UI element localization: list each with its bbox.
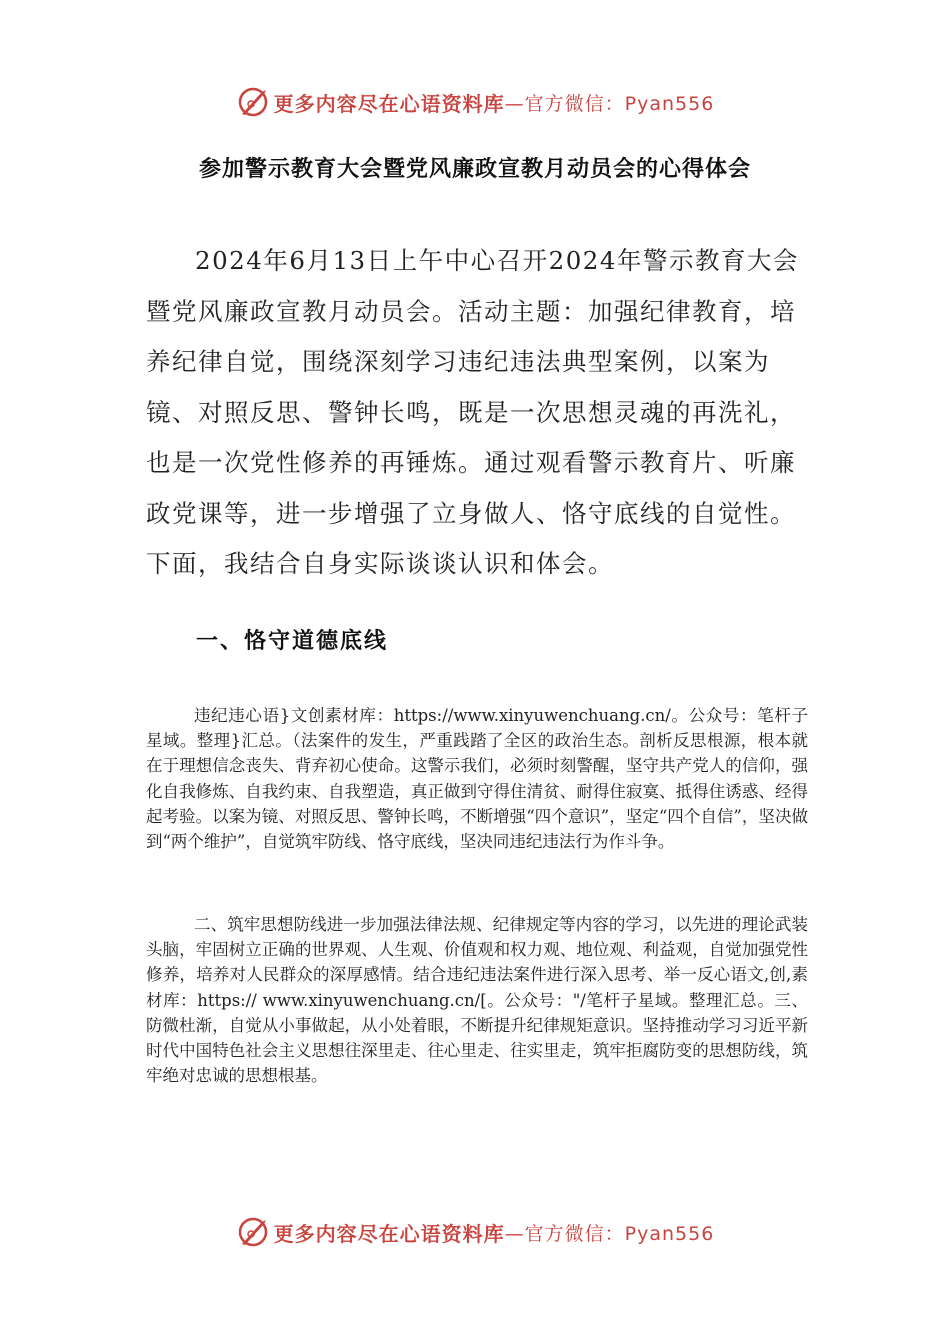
banner-sub-text: —官方微信：Pyan556 xyxy=(504,92,715,115)
banner-main-text: 更多内容尽在心语资料库 xyxy=(273,1221,505,1246)
section-body-paragraph-2: 二、筑牢思想防线进一步加强法律法规、纪律规定等内容的学习，以先进的理论武装头脑，牢固树立正确的世界观、人生观、价值观和权力观、地位观、利益观，自觉加强党性修养，培养对人民群众的深厚感情。结合违纪违法案件进行深入思考、举一反心语文,创,素材库：https:// www.xinyuwenchuang.cn/[。公众号："/笔杆子星域。整理汇总。三、防微杜渐，自觉从小事做起，从小处着眼，不断提升纪律规矩意识。坚持推动学习习近平新时代中国特色社会主义思想往深里走、往心里走、往实里走，筑牢拒腐防变的思想防线，筑牢绝对忠诚的思想根基。 xyxy=(146,915,808,1086)
section-heading: 一、恪守道德底线 xyxy=(196,629,389,654)
header-banner xyxy=(0,82,950,122)
quill-circle-logo xyxy=(236,84,272,120)
section-body-paragraph: 违纪违心语}文创素材库：https://www.xinyuwenchuang.cn/。公众号：笔杆子星域。整理}汇总。（法案件的发生，严重践踏了全区的政治生态。剖析反思根源，根本就在于理想信念丧失、背弃初心使命。这警示我们，必须时刻警醒，坚守共产党人的信仰，强化自我修炼、自我约束、自我塑造，真正做到守得住清贫、耐得住寂寞、抵得住诱惑、经得起考验。以案为镜、对照反思、警钟长鸣，不断增强“四个意识”，坚定“四个自信”，坚决做到“两个维护”，自觉筑牢防线、恪守底线，坚决同违纪违法行为作斗争。 xyxy=(146,706,808,852)
footer-banner xyxy=(0,1212,950,1252)
document-title: 参加警示教育大会暨党风廉政宣教月动员会的心得体会 xyxy=(198,157,751,182)
banner-main-text: 更多内容尽在心语资料库 xyxy=(273,91,505,116)
banner-sub-text: —官方微信：Pyan556 xyxy=(504,1222,715,1245)
quill-circle-logo xyxy=(236,1214,272,1250)
intro-paragraph: 2024年6月13日上午中心召开2024年警示教育大会暨党风廉政宣教月动员会。活动主题：加强纪律教育，培养纪律自觉，围绕深刻学习违纪违法典型案例，以案为镜、对照反思、警钟长鸣，既是一次思想灵魂的再洗礼，也是一次党性修养的再锤炼。通过观看警示教育片、听廉政党课等，进一步增强了立身做人、恪守底线的自觉性。下面，我结合自身实际谈谈认识和体会。 xyxy=(146,246,799,578)
